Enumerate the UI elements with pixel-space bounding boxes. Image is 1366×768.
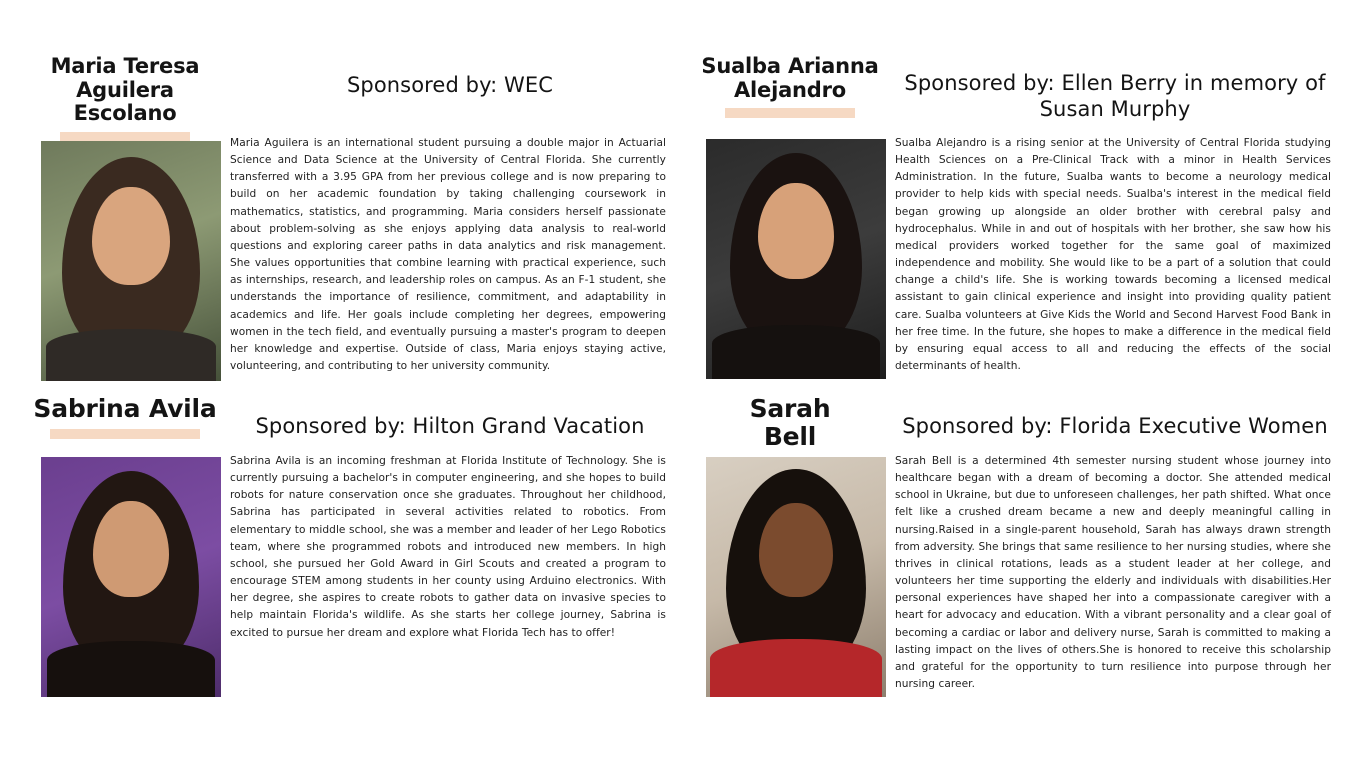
portrait-illustration — [706, 139, 886, 379]
sponsor-line: Sponsored by: Florida Executive Women — [902, 414, 1328, 438]
recipient-photo — [41, 457, 221, 697]
portrait-torso — [710, 639, 882, 697]
portrait-torso — [46, 329, 216, 381]
recipient-name-line-2: Alejandro — [733, 77, 847, 102]
portrait-illustration — [706, 457, 886, 697]
recipient-name-line-2: Aguilera — [76, 77, 174, 102]
recipient-name — [30, 395, 220, 423]
recipient-name-line-1: Sarah — [749, 394, 831, 423]
recipient-photo — [41, 141, 221, 381]
portrait-face — [758, 183, 834, 279]
recipient-name — [695, 395, 885, 451]
portrait-torso — [712, 325, 880, 379]
recipient-photo — [706, 457, 886, 697]
portrait-illustration — [41, 141, 221, 381]
recipient-bio: Maria Aguilera is an international student pursuing a double major in Actuarial Science and Data Science at the University of Central Florida. She currently transferred with a 3.95 GPA from her previous college and is now preparing to build on her academic foundation by taking challenging coursework in mathematics, statistics, and programming. Maria considers herself passionate about problem-solving as she enjoys applying data analysis to real-world questions and exploring career paths in data analytics and risk management. She values opportunities that combine learning with practical experience, such as internships, research, and leadership roles on campus. As an F-1 student, she understands the importance of resilience, commitment, and adaptability in academics and life. Her goals include completing her degrees, empowering women in the tech field, and eventually pursuing a master's program to deepen her knowledge and expertise. Outside of class, Maria enjoys staying active, volunteering, and contributing to her university community. — [230, 137, 666, 373]
recipient-name-block — [695, 55, 885, 118]
recipient-name-block — [30, 55, 220, 142]
portrait-face — [93, 501, 169, 597]
recipient-name-line-1: Maria Teresa — [50, 54, 200, 78]
name-underline-accent — [725, 108, 855, 118]
recipient-name-line-3: Escolano — [73, 101, 177, 126]
recipient-name — [695, 55, 885, 102]
recipient-photo — [706, 139, 886, 379]
recipient-name — [30, 55, 220, 126]
recipient-name-block — [30, 395, 220, 439]
portrait-face — [92, 187, 170, 285]
name-underline-accent — [50, 429, 200, 439]
recipient-bio: Sualba Alejandro is a rising senior at the University of Central Florida studying Health Sciences on a Pre-Clinical Track with a minor in Health Services Administration. In the future, Sualba wants to become a neurology medical provider to help kids with special needs. Sualba's interest in the medical field began growing up alongside an older brother with cerebral palsy and hydrocephalus. While in and out of hospitals with her brother, she saw how his medical providers worked together for the same goal of maximized independence and mobility. She would like to be a part of a solution that could change a child's life. She is working towards becoming a licensed medical assistant to gain clinical experience and insight into providing quality patient care. Sualba volunteers at Give Kids the World and Second Harvest Food Bank in her free time. In the future, she hopes to make a difference in the medical field by ensuring equal access to all and reducing the effects of the social determinants of health. — [895, 137, 1331, 373]
sponsor-line: Sponsored by: Hilton Grand Vacation — [255, 414, 645, 438]
sponsor-line: Sponsored by: WEC — [346, 73, 554, 97]
recipient-name-line-2: Bell — [763, 422, 817, 451]
recipient-bio: Sarah Bell is a determined 4th semester nursing student whose journey into healthcare began with a dream of becoming a doctor. She attended medical school in Ukraine, but due to unforeseen challenges, her path shifted. What once felt like a crushed dream became a new and deeply meaningful calling in nursing.Raised in a single-parent household, Sarah has always drawn strength from adversity. She brings that same resilience to her nursing studies, where she thrives in clinical rotations, leads as a student leader at her college, and volunteers her time supporting the elderly and individuals with disabilities.Her personal experiences have shaped her into a compassionate caregiver with a heart for advocacy and education. With a vibrant personality and a clear goal of becoming a cardiac or labor and delivery nurse, Sarah is committed to making a lasting impact on the lives of others.She is honored to receive this scholarship and grateful for the opportunity to turn resilience into purpose through her nursing career. — [895, 455, 1331, 691]
sponsor-line: Sponsored by: Ellen Berry in memory of Susan Murphy — [904, 71, 1326, 121]
portrait-illustration — [41, 457, 221, 697]
recipient-bio: Sabrina Avila is an incoming freshman at Florida Institute of Technology. She is currently pursuing a bachelor's in computer engineering, and she hopes to build robots for nature conservation once she graduates. Throughout her childhood, Sabrina has participated in several activities related to robotics. From elementary to middle school, she was a member and leader of her Lego Robotics team, where she programmed robots and introduced new members. In high school, she pursued her Gold Award in Girl Scouts and created a program to encourage STEM among students in her county using Arduino electronics. With her degree, she aspires to create robots to gather data on invasive species to help maintain Florida's wildlife. As she starts her college journey, Sabrina is excited to pursue her dream and explore what Florida Tech has to offer! — [230, 455, 666, 639]
portrait-torso — [47, 641, 215, 697]
recipient-name-line-1: Sualba Arianna — [701, 54, 879, 78]
portrait-face — [759, 503, 833, 597]
recipient-name-line-1: Sabrina Avila — [33, 394, 217, 423]
